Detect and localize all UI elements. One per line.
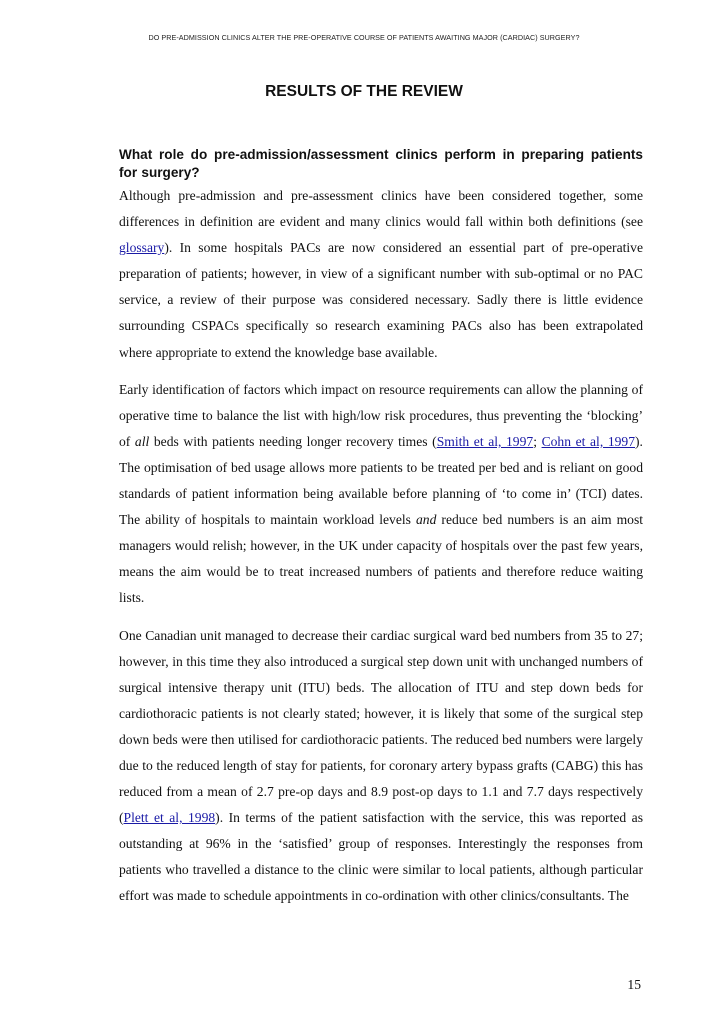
citation-plett-link[interactable]: Plett et al, 1998: [123, 810, 216, 826]
paragraph-2-text-a: Early identification of factors which impact on resource requirements can allow the planning of operative time to balance the list with high/low risk procedures, thus preventing the ‘blocking’ of: [119, 381, 643, 449]
paragraph-3-text-a: One Canadian unit managed to decrease their cardiac surgical ward bed numbers from 35 to 27; however, in this time they also introduced a surgical step down unit with unchanged numbers of surgical intensive therapy unit (ITU) beds. The allocation of ITU and step down beds for cardiothoracic patients is not clearly stated; however, it is likely that some of the surgical step down beds were then utilised for cardiothoracic patients. The reduced bed numbers were largely due to the reduced length of stay for patients, for coronary artery bypass grafts (CABG) this has reduced from a mean of 2.7 pre-op days and 8.9 post-op days to 1.1 and 7.7 days respectively (: [119, 627, 643, 826]
paragraph-1-text-b: ). In some hospitals PACs are now considered an essential part of pre-operative preparation of patients; however, in view of a significant number with sub-optimal or no PAC service, a review of their purpose was considered necessary. Sadly there is little evidence surrounding CSPACs specifically so research examining PACs also has been extrapolated where appropriate to extend the knowledge base available.: [119, 240, 643, 360]
section-question: What role do pre-admission/assessment clinics perform in preparing patients for surgery?: [119, 147, 643, 180]
page-number: 15: [627, 977, 641, 992]
citation-separator: ;: [533, 433, 542, 449]
paragraph-2-text-b: beds with patients needing longer recovery times (: [149, 433, 437, 449]
page-title: RESULTS OF THE REVIEW: [265, 83, 463, 100]
running-header: DO PRE-ADMISSION CLINICS ALTER THE PRE-OPERATIVE COURSE OF PATIENTS AWAITING MAJOR (CARDIAC) SURGERY?: [148, 33, 580, 42]
citation-smith-link[interactable]: Smith et al, 1997: [436, 433, 534, 449]
paragraph-2: [119, 377, 643, 612]
document-body: [119, 146, 643, 910]
emphasis-and: and: [416, 512, 437, 528]
emphasis-all: all: [134, 433, 150, 449]
paragraph-1-text-a: Although pre-admission and pre-assessment clinics have been considered together, some differences in definition are evident and many clinics would fall within both definitions (see: [119, 188, 643, 230]
paragraph-2-text-d: reduce bed numbers is an aim most managers would relish; however, in the UK under capacity of hospitals over the past few years, means the aim would be to treat increased numbers of patients and therefore reduce waiting lists.: [119, 512, 644, 606]
paragraph-1: [119, 183, 643, 366]
citation-cohn-link[interactable]: Cohn et al, 1997: [541, 433, 636, 449]
glossary-link[interactable]: glossary: [119, 240, 165, 256]
paragraph-2-text-c: ). The optimisation of bed usage allows more patients to be treated per bed and is reliant on good standards of patient information being available before planning of ‘to come in’ (TCI) dates. The ability of hospitals to maintain workload levels: [119, 433, 643, 528]
paragraph-3-text-b: ). In terms of the patient satisfaction with the service, this was reported as outstanding at 96% in the ‘satisfied’ group of responses. Interestingly the responses from patients who travelled a distance to the clinic were similar to local patients, although particular effort was made to schedule appointments in co-ordination with other clinics/consultants. The: [119, 810, 643, 904]
paragraph-3: [119, 623, 643, 910]
